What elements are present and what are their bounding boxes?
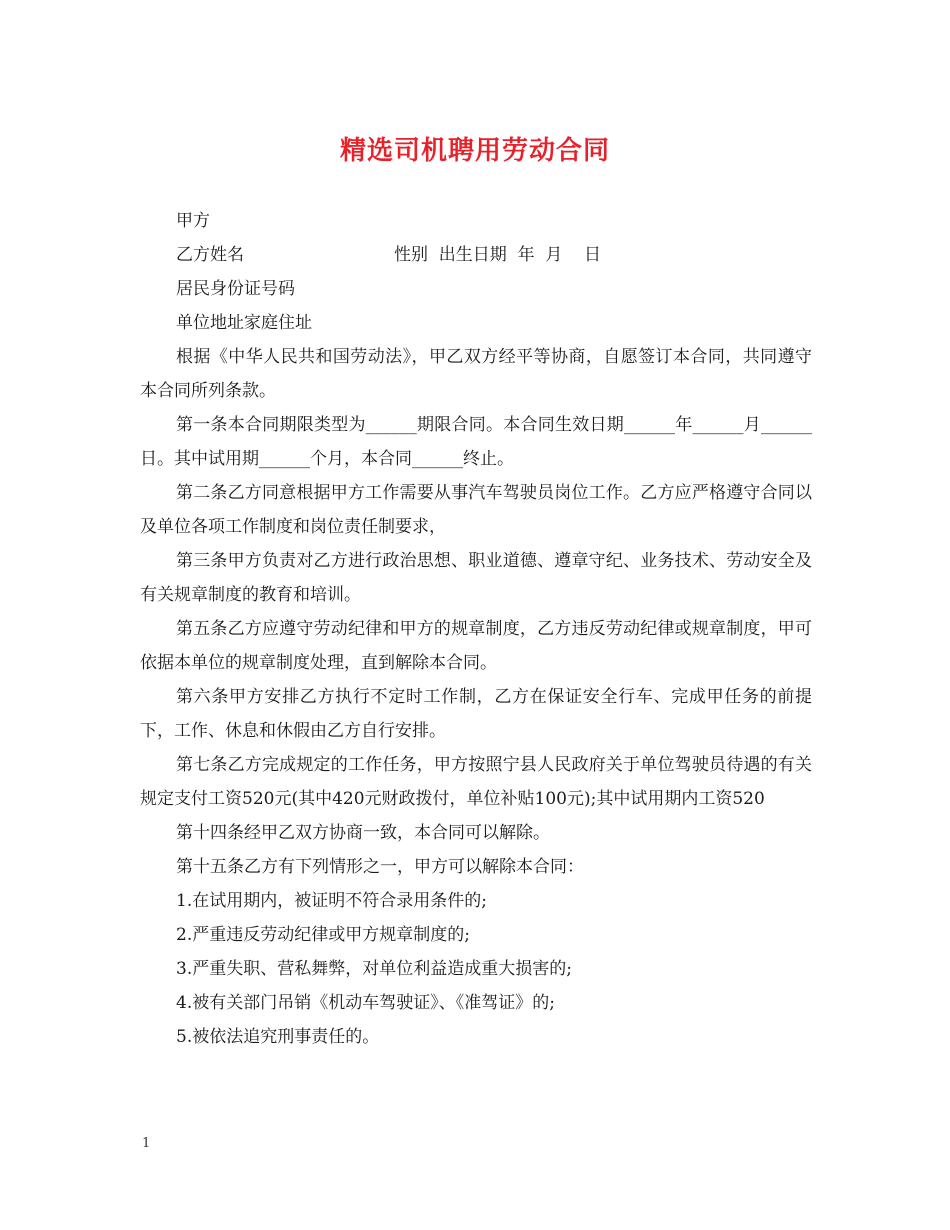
article-14-paragraph: 第十四条经甲乙双方协商一致，本合同可以解除。 — [176, 823, 550, 843]
contract-body — [140, 204, 812, 1054]
document-title: 精选司机聘用劳动合同 — [339, 136, 610, 166]
party-b-name-label: 乙方姓名 — [176, 245, 244, 265]
article-6-paragraph: 第六条甲方安排乙方执行不定时工作制，乙方在保证安全行车、完成甲任务的前提下，工作、休息和休假由乙方自行安排。 — [140, 687, 812, 741]
party-b-details-label: 性别 出生日期 年 月 日 — [394, 245, 602, 265]
article-1-paragraph: 第一条本合同期限类型为______期限合同。本合同生效日期______年______月______日。其中试用期______个月，本合同______终止。 — [140, 415, 812, 469]
page-number: 1 — [142, 1136, 151, 1151]
article-3-paragraph: 第三条甲方负责对乙方进行政治思想、职业道德、遵章守纪、业务技术、劳动安全及有关规章制度的教育和培训。 — [140, 551, 812, 605]
list-item: 3.严重失职、营私舞弊，对单位利益造成重大损害的; — [176, 959, 572, 979]
id-number-line: 居民身份证号码 — [176, 279, 295, 299]
address-line: 单位地址家庭住址 — [176, 313, 312, 333]
article-15-paragraph: 第十五条乙方有下列情形之一，甲方可以解除本合同： — [176, 857, 584, 877]
article-7-paragraph: 第七条乙方完成规定的工作任务，甲方按照宁县人民政府关于单位驾驶员待遇的有关规定支付工资520元(其中420元财政拨付，单位补贴100元);其中试用期内工资520 — [140, 755, 812, 809]
list-item: 5.被依法追究刑事责任的。 — [176, 1027, 380, 1047]
party-b-line — [140, 238, 812, 272]
preamble-paragraph: 根据《中华人民共和国劳动法》，甲乙双方经平等协商，自愿签订本合同，共同遵守本合同所列条款。 — [140, 347, 812, 401]
article-5-paragraph: 第五条乙方应遵守劳动纪律和甲方的规章制度，乙方违反劳动纪律或规章制度，甲可依据本单位的规章制度处理，直到解除本合同。 — [140, 619, 812, 673]
party-a-line: 甲方 — [176, 211, 210, 231]
list-item: 4.被有关部门吊销《机动车驾驶证》、《准驾证》的; — [176, 993, 555, 1013]
list-item: 2.严重违反劳动纪律或甲方规章制度的; — [176, 925, 470, 945]
list-item: 1.在试用期内，被证明不符合录用条件的; — [176, 891, 487, 911]
article-2-paragraph: 第二条乙方同意根据甲方工作需要从事汽车驾驶员岗位工作。乙方应严格遵守合同以及单位各项工作制度和岗位责任制要求， — [140, 483, 812, 537]
